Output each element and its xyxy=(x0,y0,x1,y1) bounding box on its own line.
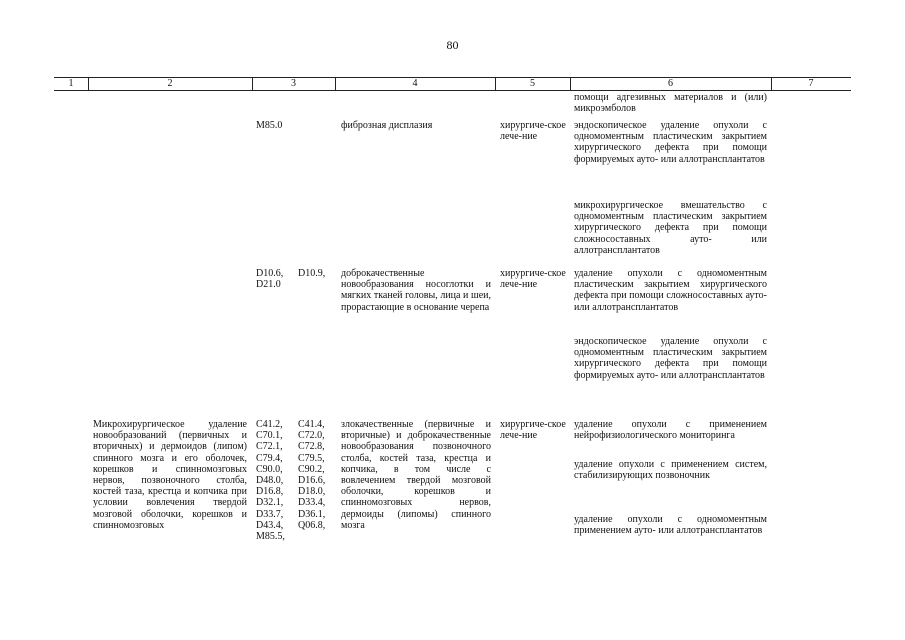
block3-codes xyxy=(256,419,338,542)
code-row xyxy=(256,419,338,430)
code xyxy=(298,279,338,290)
code: D16.8, xyxy=(256,486,284,498)
header-col-4: 4 xyxy=(412,78,418,89)
code: C79.5, xyxy=(298,452,325,464)
code: C72.1, xyxy=(256,441,283,453)
block2-method-1: удаление опухоли с одномоментным пластическим закрытием хирургического дефекта при помощи сложносоставных ауто- или аллотрансплантатов xyxy=(574,268,767,313)
code: D36.1, xyxy=(298,508,326,520)
code: D16.6, xyxy=(298,475,326,487)
code: C72.0, xyxy=(298,430,325,442)
block1-diagnosis: фиброзная дисплазия xyxy=(341,120,433,131)
block3-method-2: удаление опухоли с применением систем, стабилизирующих позвоночник xyxy=(574,459,767,482)
code: D18.0, xyxy=(298,486,326,498)
code-row xyxy=(256,531,338,542)
table-header-bottom-border xyxy=(54,90,851,91)
code xyxy=(298,531,338,542)
code: D32.1, xyxy=(256,497,284,509)
block1-method-2: микрохирургическое вмешательство с одномоментным пластическим закрытием хирургического дефекта при помощи сложносоставных ауто- или аллотрансплантатов xyxy=(574,200,767,256)
block1-method-1: эндоскопическое удаление опухоли с одномоментным пластическим закрытием хирургического дефекта при помощи формируемых ауто- или аллотрансплантатов xyxy=(574,120,767,165)
block3-treatment: хирургиче-ское лече-ние xyxy=(500,419,566,442)
block1-treatment: хирургиче-ское лече-ние xyxy=(500,120,566,143)
code-row xyxy=(256,441,338,452)
header-col-2: 2 xyxy=(167,78,173,89)
block2-diagnosis: доброкачественные новообразования носоглотки и мягких тканей головы, лица и шеи, прорастающие в основание черепа xyxy=(341,268,491,313)
code-row xyxy=(256,279,338,290)
code: D33.7, xyxy=(256,508,284,520)
method-continuation: помощи адгезивных материалов и (или) микроэмболов xyxy=(574,92,767,115)
block3-name: Микрохирургическое удаление новообразований (первичных и вторичных) и дермоидов (липом) спинного мозга и его оболочек, корешков и спинномозговых нервов, позвоночного столба, костей таза, крестца и копчика при условии вовлечения твердой мозговой оболочки, корешков и спинномозговых xyxy=(93,419,247,531)
code: M85.5, xyxy=(256,531,285,543)
code-row xyxy=(256,475,338,486)
block3-method-3: удаление опухоли с одномоментным применением ауто- или аллотрансплантатов xyxy=(574,514,767,537)
header-col-1: 1 xyxy=(68,78,74,89)
code-row xyxy=(256,520,338,531)
block1-code: M85.0 xyxy=(256,120,283,131)
code: C70.1, xyxy=(256,430,283,442)
code-row xyxy=(256,464,338,475)
code: Q06.8, xyxy=(298,519,326,531)
code: D33.4, xyxy=(298,497,326,509)
code: C41.4, xyxy=(298,419,325,430)
block3-diagnosis: злокачественные (первичные и вторичные) и доброкачественные новообразования позвоночного столба, костей таза, крестца и копчика, в том числе с вовлечением твердой мозговой оболочки, корешков и спинномозговых нервов, дермоиды (липомы) спинного мозга xyxy=(341,419,491,531)
code-row xyxy=(256,486,338,497)
code: C41.2, xyxy=(256,419,283,430)
block3-method-1: удаление опухоли с применением нейрофизиологического мониторинга xyxy=(574,419,767,442)
header-col-7: 7 xyxy=(808,78,814,89)
code: C90.0, xyxy=(256,463,283,475)
code: D43.4, xyxy=(256,519,284,531)
code-row xyxy=(256,453,338,464)
block2-codes xyxy=(256,268,338,290)
header-col-3: 3 xyxy=(291,78,296,89)
code-row xyxy=(256,497,338,508)
code: C90.2, xyxy=(298,463,325,475)
header-col-6: 6 xyxy=(668,78,673,89)
code: D48.0, xyxy=(256,475,284,487)
code-row xyxy=(256,509,338,520)
block2-method-2: эндоскопическое удаление опухоли с одномоментным пластическим закрытием хирургического дефекта при помощи формируемых ауто- или аллотрансплантатов xyxy=(574,336,767,381)
page-number: 80 xyxy=(446,38,459,52)
block2-treatment: хирургиче-ское лече-ние xyxy=(500,268,566,291)
code-row xyxy=(256,430,338,441)
code: C79.4, xyxy=(256,452,283,464)
code: D21.0 xyxy=(256,279,281,291)
header-col-5: 5 xyxy=(530,78,535,89)
code: D10.9, xyxy=(298,268,326,279)
code: D10.6, xyxy=(256,268,284,279)
code: C72.8, xyxy=(298,441,325,453)
code-row xyxy=(256,268,338,279)
